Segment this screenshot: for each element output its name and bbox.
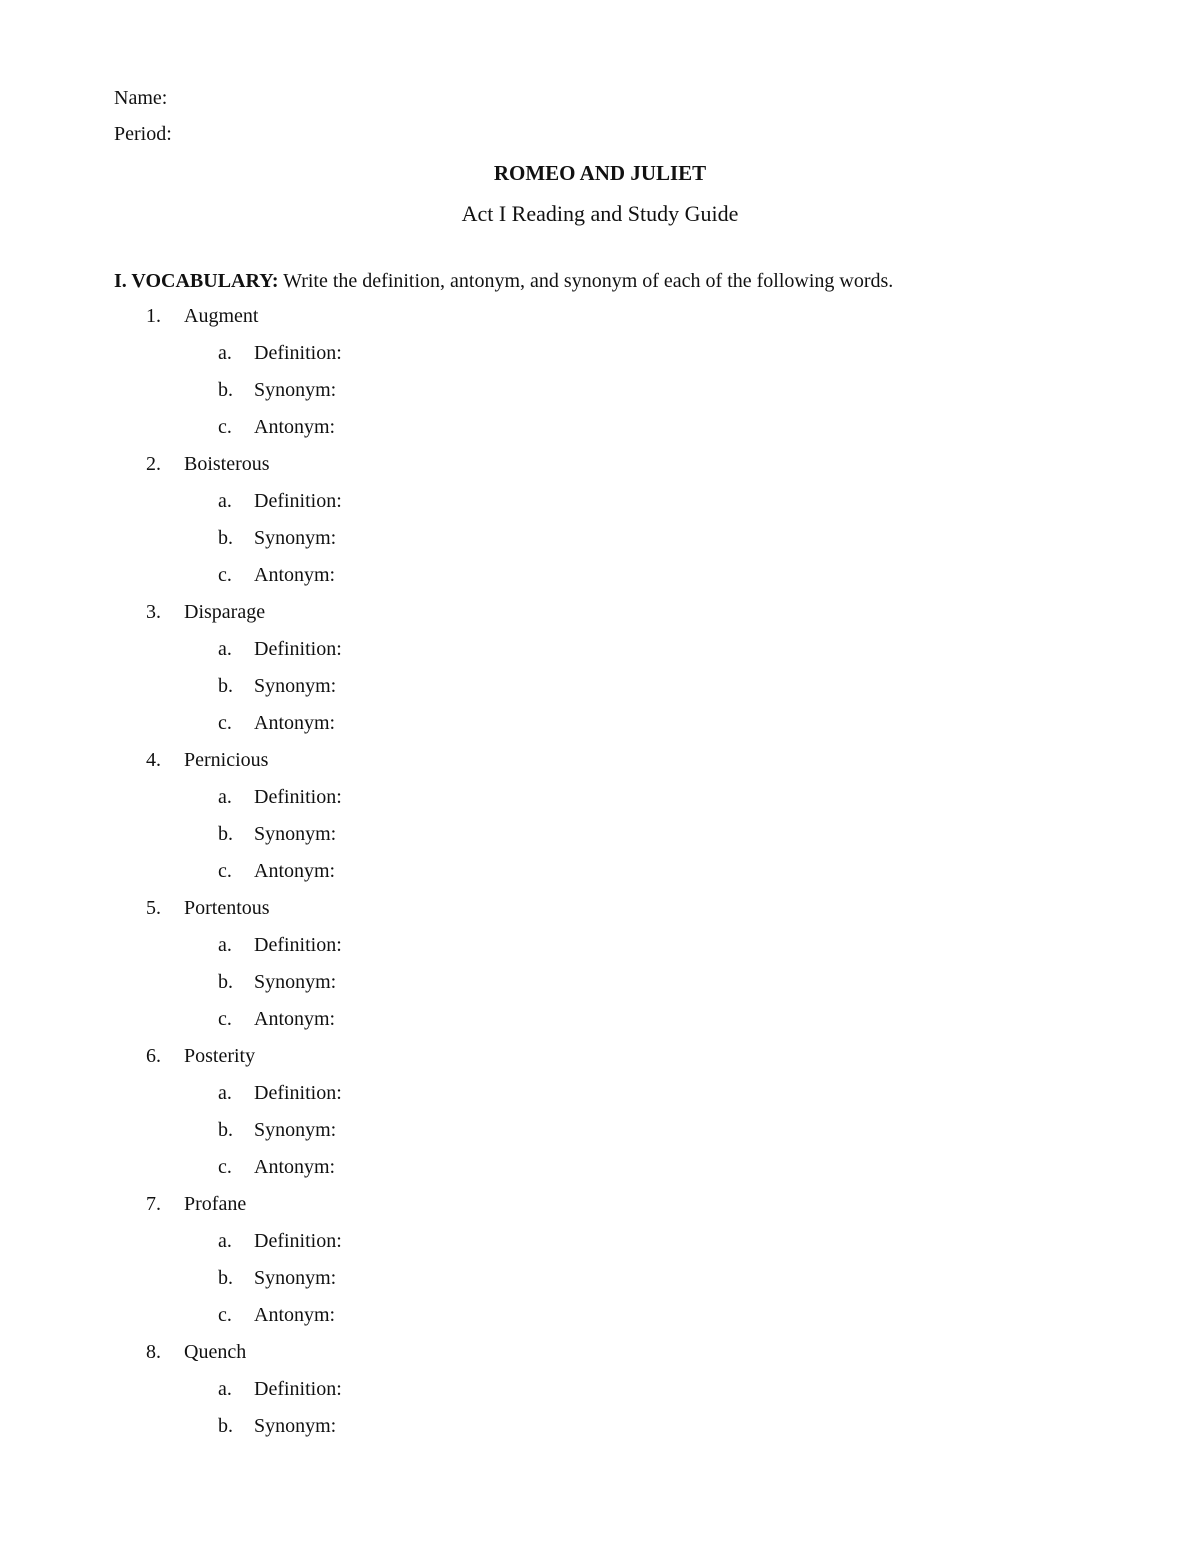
vocabulary-word-row [0, 895, 1200, 932]
vocabulary-subitem [0, 562, 1200, 599]
subitem-letter: a. [218, 1082, 232, 1104]
subitem-letter: c. [218, 712, 232, 734]
subitem-letter: b. [218, 379, 233, 401]
subitem-label: Antonym: [254, 416, 336, 438]
document-title: ROMEO AND JULIET [493, 161, 707, 185]
subitem-letter: b. [218, 971, 233, 993]
vocabulary-subitem [0, 1302, 1200, 1339]
vocabulary-number: 6. [146, 1045, 161, 1067]
vocabulary-word-row [0, 599, 1200, 636]
subitem-label: Synonym: [254, 1119, 337, 1141]
subitem-letter: c. [218, 1304, 232, 1326]
vocabulary-item [0, 451, 1200, 599]
subitem-letter: c. [218, 1008, 232, 1030]
subitem-letter: a. [218, 1378, 232, 1400]
vocabulary-item [0, 747, 1200, 895]
vocabulary-number: 8. [146, 1341, 161, 1363]
subitem-label: Synonym: [254, 1267, 337, 1289]
vocabulary-item [0, 895, 1200, 1043]
vocabulary-number: 3. [146, 601, 161, 623]
subitem-label: Definition: [254, 1378, 342, 1400]
vocabulary-word: Augment [184, 305, 259, 327]
vocabulary-subitem [0, 340, 1200, 377]
subitem-letter: c. [218, 1156, 232, 1178]
vocabulary-word-row [0, 1339, 1200, 1376]
vocabulary-subitem [0, 784, 1200, 821]
subitem-label: Definition: [254, 1082, 342, 1104]
subitem-label: Antonym: [254, 860, 336, 882]
vocabulary-subitem [0, 414, 1200, 451]
vocabulary-word: Boisterous [184, 453, 270, 475]
subitem-label: Definition: [254, 786, 342, 808]
subitem-label: Antonym: [254, 712, 336, 734]
vocabulary-item [0, 1339, 1200, 1450]
section-label: I. VOCABULARY: [114, 270, 279, 292]
subitem-label: Synonym: [254, 971, 337, 993]
subitem-label: Synonym: [254, 675, 337, 697]
vocabulary-word: Profane [184, 1193, 247, 1215]
vocabulary-subitem [0, 377, 1200, 414]
vocabulary-word: Disparage [184, 601, 266, 623]
vocabulary-word: Portentous [184, 897, 270, 919]
subitem-letter: c. [218, 416, 232, 438]
subitem-letter: b. [218, 1267, 233, 1289]
vocabulary-subitem [0, 1228, 1200, 1265]
vocabulary-subitem [0, 488, 1200, 525]
subitem-label: Synonym: [254, 527, 337, 549]
subitem-label: Synonym: [254, 1415, 337, 1437]
vocabulary-word: Quench [184, 1341, 247, 1363]
vocabulary-subitem [0, 1080, 1200, 1117]
subitem-label: Definition: [254, 490, 342, 512]
vocabulary-number: 1. [146, 305, 161, 327]
vocabulary-number: 7. [146, 1193, 161, 1215]
subitem-letter: a. [218, 786, 232, 808]
subitem-letter: a. [218, 638, 232, 660]
subitem-label: Synonym: [254, 823, 337, 845]
vocabulary-word: Posterity [184, 1045, 256, 1067]
vocabulary-subitem [0, 821, 1200, 858]
subitem-letter: b. [218, 527, 233, 549]
subitem-label: Definition: [254, 638, 342, 660]
document-subtitle: Act I Reading and Study Guide [461, 201, 739, 226]
name-field-label: Name: [114, 87, 168, 109]
vocabulary-subitem [0, 1117, 1200, 1154]
vocabulary-subitem [0, 710, 1200, 747]
subitem-label: Antonym: [254, 564, 336, 586]
vocabulary-number: 2. [146, 453, 161, 475]
vocabulary-item [0, 303, 1200, 451]
vocabulary-subitem [0, 1265, 1200, 1302]
vocabulary-subitem [0, 1376, 1200, 1413]
vocabulary-item [0, 599, 1200, 747]
vocabulary-subitem [0, 525, 1200, 562]
subitem-letter: c. [218, 860, 232, 882]
subitem-letter: c. [218, 564, 232, 586]
subitem-letter: a. [218, 342, 232, 364]
vocabulary-word-row [0, 1043, 1200, 1080]
vocabulary-number: 5. [146, 897, 161, 919]
section-instructions: Write the definition, antonym, and synonym of each of the following words. [278, 270, 894, 292]
vocabulary-word: Pernicious [184, 749, 269, 771]
subitem-letter: b. [218, 823, 233, 845]
vocabulary-word-row [0, 1191, 1200, 1228]
vocabulary-word-row [0, 303, 1200, 340]
subitem-label: Definition: [254, 1230, 342, 1252]
subitem-letter: a. [218, 490, 232, 512]
subitem-letter: a. [218, 1230, 232, 1252]
section-heading [114, 269, 893, 293]
period-field-label: Period: [114, 123, 172, 145]
vocabulary-word-row [0, 451, 1200, 488]
vocabulary-subitem [0, 1006, 1200, 1043]
vocabulary-subitem [0, 673, 1200, 710]
subitem-letter: b. [218, 675, 233, 697]
vocabulary-subitem [0, 1154, 1200, 1191]
vocabulary-item [0, 1191, 1200, 1339]
subitem-label: Antonym: [254, 1304, 336, 1326]
vocabulary-subitem [0, 969, 1200, 1006]
vocabulary-list [0, 303, 1200, 1450]
vocabulary-subitem [0, 932, 1200, 969]
subitem-label: Antonym: [254, 1008, 336, 1030]
subitem-label: Definition: [254, 342, 342, 364]
subitem-label: Antonym: [254, 1156, 336, 1178]
vocabulary-number: 4. [146, 749, 161, 771]
subitem-label: Synonym: [254, 379, 337, 401]
subitem-letter: a. [218, 934, 232, 956]
vocabulary-subitem [0, 858, 1200, 895]
vocabulary-subitem [0, 636, 1200, 673]
vocabulary-word-row [0, 747, 1200, 784]
vocabulary-item [0, 1043, 1200, 1191]
subitem-letter: b. [218, 1119, 233, 1141]
subitem-label: Definition: [254, 934, 342, 956]
vocabulary-subitem [0, 1413, 1200, 1450]
subitem-letter: b. [218, 1415, 233, 1437]
